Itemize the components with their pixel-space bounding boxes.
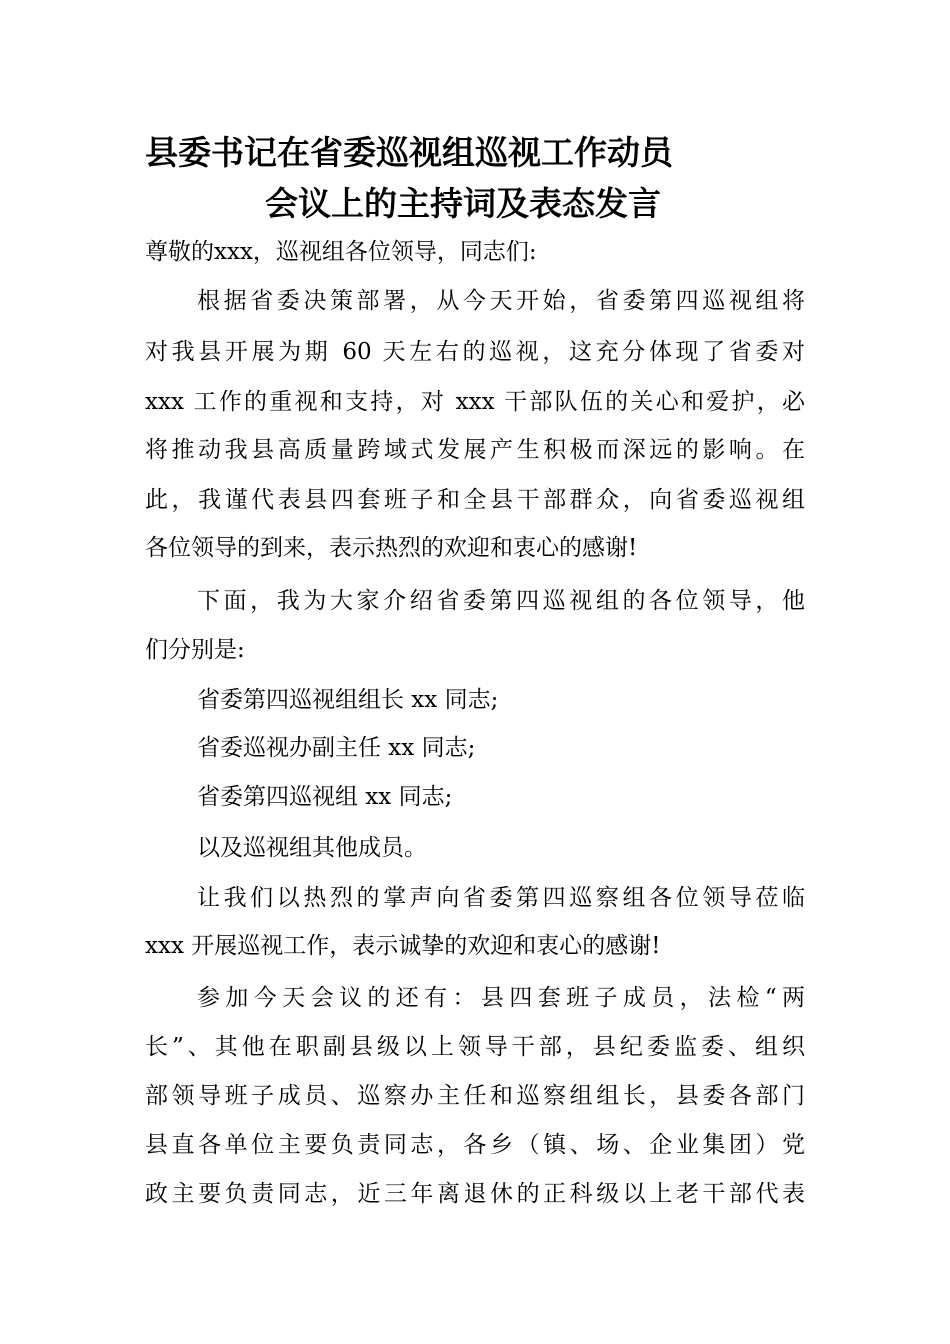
body-text-line: 们分别是:	[145, 637, 245, 663]
body-text-line: 部领导班子成员、巡察办主任和巡察组组长，县委各部门	[145, 1083, 805, 1109]
body-text-line: 长”、其他在职副县级以上领导干部，县纪委监委、组织	[145, 1034, 805, 1060]
body-text-line: 县直各单位主要负责同志，各乡（镇、场、企业集团）党	[145, 1132, 805, 1158]
body-text-line: 参加今天会议的还有：县四套班子成员，法检“两	[197, 985, 805, 1011]
body-text-line: 根据省委决策部署，从今天开始，省委第四巡视组将	[197, 288, 805, 314]
body-text-line: 此，我谨代表县四套班子和全县干部群众，向省委巡视组	[145, 487, 805, 513]
body-text-line: 省委第四巡视组组长 xx 同志;	[197, 687, 499, 713]
body-text-line: 省委第四巡视组 xx 同志;	[197, 784, 453, 810]
body-text-line: 尊敬的xxx，巡视组各位领导，同志们:	[145, 239, 537, 265]
body-text-line: 政主要负责同志，近三年离退休的正科级以上老干部代表	[145, 1181, 805, 1207]
body-text-line: 各位领导的到来，表示热烈的欢迎和衷心的感谢!	[145, 535, 638, 561]
body-text-line: 将推动我县高质量跨域式发展产生积极而深远的影响。在	[145, 437, 805, 463]
body-text-line: 让我们以热烈的掌声向省委第四巡察组各位领导莅临	[197, 885, 805, 911]
body-text-line: 下面，我为大家介绍省委第四巡视组的各位领导，他	[197, 588, 805, 614]
body-text-line: xxx 工作的重视和支持，对 xxx 干部队伍的关心和爱护，必	[145, 389, 805, 415]
body-text-line: 对我县开展为期 60 天左右的巡视，这充分体现了省委对	[145, 339, 805, 365]
document-title-line-2: 会议上的主持词及表态发言	[265, 184, 661, 223]
body-text-line: 省委巡视办副主任 xx 同志;	[197, 735, 476, 761]
body-text-line: xxx 开展巡视工作，表示诚挚的欢迎和衷心的感谢!	[145, 933, 661, 959]
document-title-line-1: 县委书记在省委巡视组巡视工作动员	[145, 133, 673, 172]
body-text-line: 以及巡视组其他成员。	[197, 835, 427, 861]
